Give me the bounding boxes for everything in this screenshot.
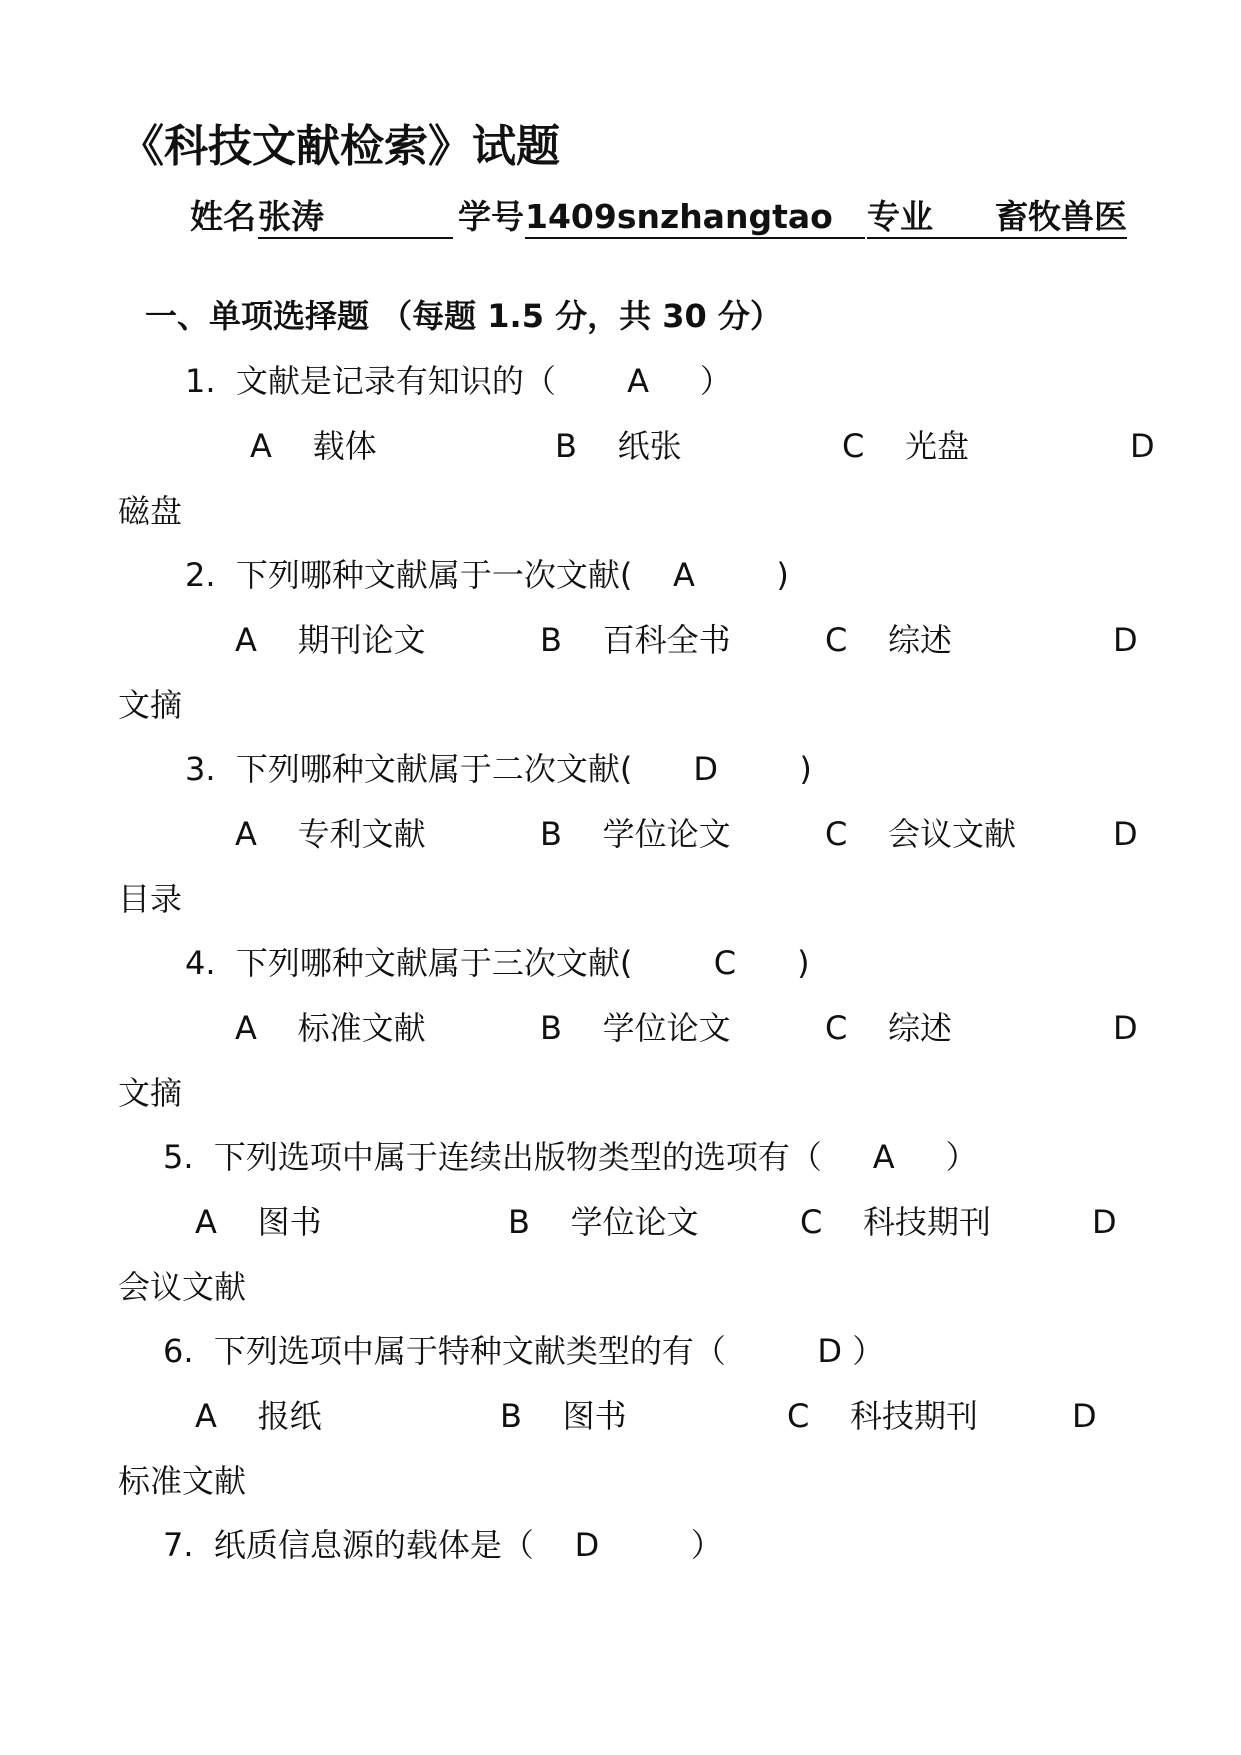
- question-4-option-d: D: [1113, 1009, 1138, 1047]
- question-4-option-b: B 学位论文: [540, 1009, 731, 1047]
- question-2-option-a: A 期刊论文: [235, 621, 426, 659]
- question-1-option-d-text: 磁盘: [118, 492, 183, 530]
- section-heading: 一、单项选择题 （每题 1.5 分，共 30 分）: [145, 297, 782, 335]
- name-value: 张涛: [258, 200, 453, 239]
- question-4-option-a: A 标准文献: [235, 1009, 426, 1047]
- name-label: 姓名: [190, 197, 256, 236]
- question-6-option-d-text: 标准文献: [118, 1462, 247, 1500]
- question-5-option-c: C 科技期刊: [800, 1203, 992, 1241]
- question-5-option-d-text: 会议文献: [118, 1268, 247, 1306]
- question-5-option-b: B 学位论文: [508, 1203, 699, 1241]
- question-4-option-c: C 综述: [825, 1009, 953, 1047]
- question-1-option-b: B 纸张: [555, 427, 682, 465]
- question-5-stem: 5. 下列选项中属于连续出版物类型的选项有（ A ）: [163, 1138, 978, 1176]
- question-4-option-d-text: 文摘: [118, 1074, 183, 1112]
- question-7-stem: 7. 纸质信息源的载体是（ D ）: [163, 1526, 723, 1564]
- question-1-option-c: C 光盘: [842, 427, 970, 465]
- question-3-option-c: C 会议文献: [825, 815, 1017, 853]
- question-1-stem: 1. 文献是记录有知识的（ A ）: [185, 362, 732, 400]
- question-6-option-b: B 图书: [500, 1397, 627, 1435]
- question-6-option-d: D: [1072, 1397, 1097, 1435]
- major-value: 畜牧兽医: [932, 200, 1127, 239]
- question-3-option-d-text: 目录: [118, 880, 183, 918]
- question-1-option-d: D: [1130, 427, 1155, 465]
- question-2-option-d-text: 文摘: [118, 686, 183, 724]
- question-4-stem: 4. 下列哪种文献属于三次文献( C ): [185, 944, 810, 982]
- student-id-label: 学号: [458, 197, 524, 236]
- question-5-option-d: D: [1092, 1203, 1117, 1241]
- question-3-option-b: B 学位论文: [540, 815, 731, 853]
- question-2-stem: 2. 下列哪种文献属于一次文献( A ): [185, 556, 789, 594]
- question-3-stem: 3. 下列哪种文献属于二次文献( D ): [185, 750, 812, 788]
- question-2-option-c: C 综述: [825, 621, 953, 659]
- student-id-value: 1409snzhangtao: [525, 200, 865, 239]
- question-2-option-d: D: [1113, 621, 1138, 659]
- question-1-option-a: A 载体: [250, 427, 377, 465]
- question-2-option-b: B 百科全书: [540, 621, 731, 659]
- question-6-stem: 6. 下列选项中属于特种文献类型的有（ D ）: [163, 1332, 885, 1370]
- question-3-option-d: D: [1113, 815, 1138, 853]
- question-6-option-c: C 科技期刊: [787, 1397, 979, 1435]
- major-label: 专业: [867, 200, 933, 239]
- document-title: 《科技文献检索》试题: [120, 121, 560, 172]
- question-6-option-a: A 报纸: [195, 1397, 322, 1435]
- question-3-option-a: A 专利文献: [235, 815, 426, 853]
- question-5-option-a: A 图书: [195, 1203, 322, 1241]
